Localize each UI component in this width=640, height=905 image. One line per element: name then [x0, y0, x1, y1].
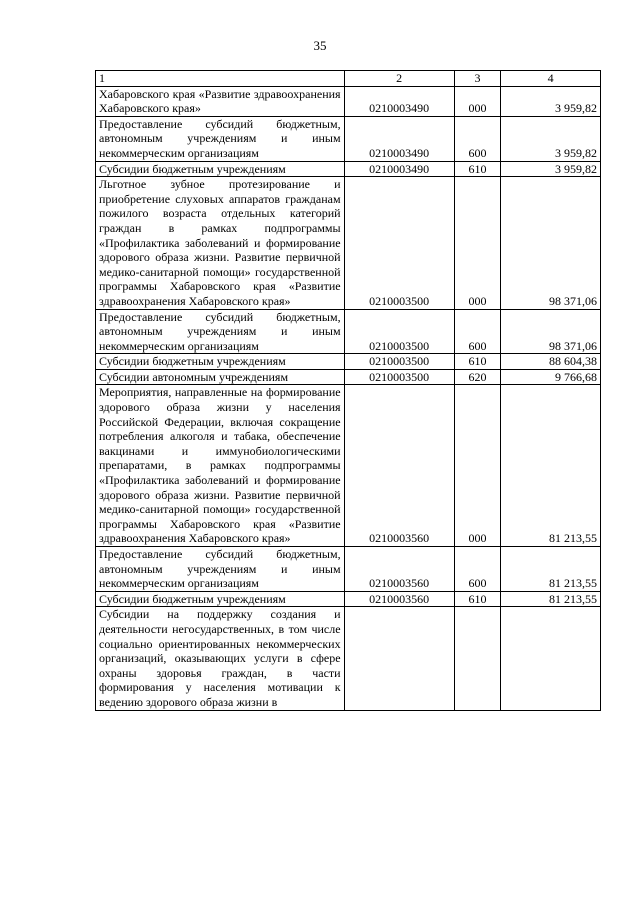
budget-table [95, 70, 601, 711]
row-vr-cell: 000 [454, 177, 501, 309]
row-vr-cell [454, 607, 501, 710]
row-name-cell: Субсидии на поддержку создания и деятельности негосударственных, в том числе социально ориентированных некоммерческих организаций, оказывающих услуги в сфере охраны здоровья граждан, в части формирования у населения мотивации к ведению здорового образа жизни в [96, 607, 345, 710]
row-code-cell: 0210003560 [344, 385, 454, 547]
row-name-cell: Субсидии бюджетным учреждениям [96, 591, 345, 607]
table-row [96, 591, 601, 607]
column-header-3: 3 [454, 71, 501, 87]
row-code-cell: 0210003490 [344, 86, 454, 116]
row-amount-cell [501, 607, 601, 710]
table-row [96, 177, 601, 309]
row-vr-cell: 000 [454, 385, 501, 547]
row-amount-cell: 3 959,82 [501, 116, 601, 161]
row-name-cell: Предоставление субсидий бюджетным, автономным учреждениям и иным некоммерческим организациям [96, 116, 345, 161]
row-code-cell [344, 607, 454, 710]
row-amount-cell: 3 959,82 [501, 161, 601, 177]
table-row [96, 369, 601, 385]
row-vr-cell: 610 [454, 591, 501, 607]
page-number: 35 [313, 38, 327, 53]
row-code-cell: 0210003490 [344, 161, 454, 177]
table-header-row [96, 71, 601, 87]
column-header-4: 4 [501, 71, 601, 87]
row-vr-cell: 600 [454, 116, 501, 161]
row-amount-cell: 81 213,55 [501, 591, 601, 607]
row-code-cell: 0210003560 [344, 547, 454, 592]
row-amount-cell: 81 213,55 [501, 385, 601, 547]
row-name-cell: Хабаровского края «Развитие здравоохранения Хабаровского края» [96, 86, 345, 116]
row-name-cell: Предоставление субсидий бюджетным, автономным учреждениям и иным некоммерческим организациям [96, 309, 345, 354]
table-row [96, 161, 601, 177]
table-row [96, 86, 601, 116]
column-header-2: 2 [344, 71, 454, 87]
table-row [96, 547, 601, 592]
table-row [96, 354, 601, 370]
table-row [96, 385, 601, 547]
row-amount-cell: 98 371,06 [501, 177, 601, 309]
row-vr-cell: 000 [454, 86, 501, 116]
table-row [96, 116, 601, 161]
row-amount-cell: 9 766,68 [501, 369, 601, 385]
row-code-cell: 0210003500 [344, 369, 454, 385]
row-name-cell: Предоставление субсидий бюджетным, автономным учреждениям и иным некоммерческим организациям [96, 547, 345, 592]
row-name-cell: Субсидии автономным учреждениям [96, 369, 345, 385]
row-amount-cell: 3 959,82 [501, 86, 601, 116]
row-amount-cell: 98 371,06 [501, 309, 601, 354]
row-amount-cell: 88 604,38 [501, 354, 601, 370]
row-name-cell: Субсидии бюджетным учреждениям [96, 161, 345, 177]
row-vr-cell: 600 [454, 547, 501, 592]
row-vr-cell: 610 [454, 354, 501, 370]
row-name-cell: Субсидии бюджетным учреждениям [96, 354, 345, 370]
row-code-cell: 0210003490 [344, 116, 454, 161]
row-name-cell: Льготное зубное протезирование и приобретение слуховых аппаратов гражданам пожилого возраста отдельных категорий граждан в рамках подпрограммы «Профилактика заболеваний и формирование здорового образа жизни. Развитие первичной медико-санитарной помощи» государственной программы Хабаровского края «Развитие здравоохранения Хабаровского края» [96, 177, 345, 309]
table-row [96, 607, 601, 710]
row-vr-cell: 620 [454, 369, 501, 385]
row-amount-cell: 81 213,55 [501, 547, 601, 592]
row-vr-cell: 600 [454, 309, 501, 354]
row-code-cell: 0210003500 [344, 177, 454, 309]
row-code-cell: 0210003500 [344, 309, 454, 354]
row-vr-cell: 610 [454, 161, 501, 177]
row-name-cell: Мероприятия, направленные на формирование здорового образа жизни у населения Российской Федерации, включая сокращение потребления алкоголя и табака, обеспечение вакцинами и иммунобиологическими препаратами, в рамках подпрограммы «Профилактика заболеваний и формирование здорового образа жизни. Развитие первичной медико-санитарной помощи» государственной программы Хабаровского края «Развитие здравоохранения Хабаровского края» [96, 385, 345, 547]
column-header-1: 1 [96, 71, 345, 87]
row-code-cell: 0210003500 [344, 354, 454, 370]
row-code-cell: 0210003560 [344, 591, 454, 607]
table-row [96, 309, 601, 354]
